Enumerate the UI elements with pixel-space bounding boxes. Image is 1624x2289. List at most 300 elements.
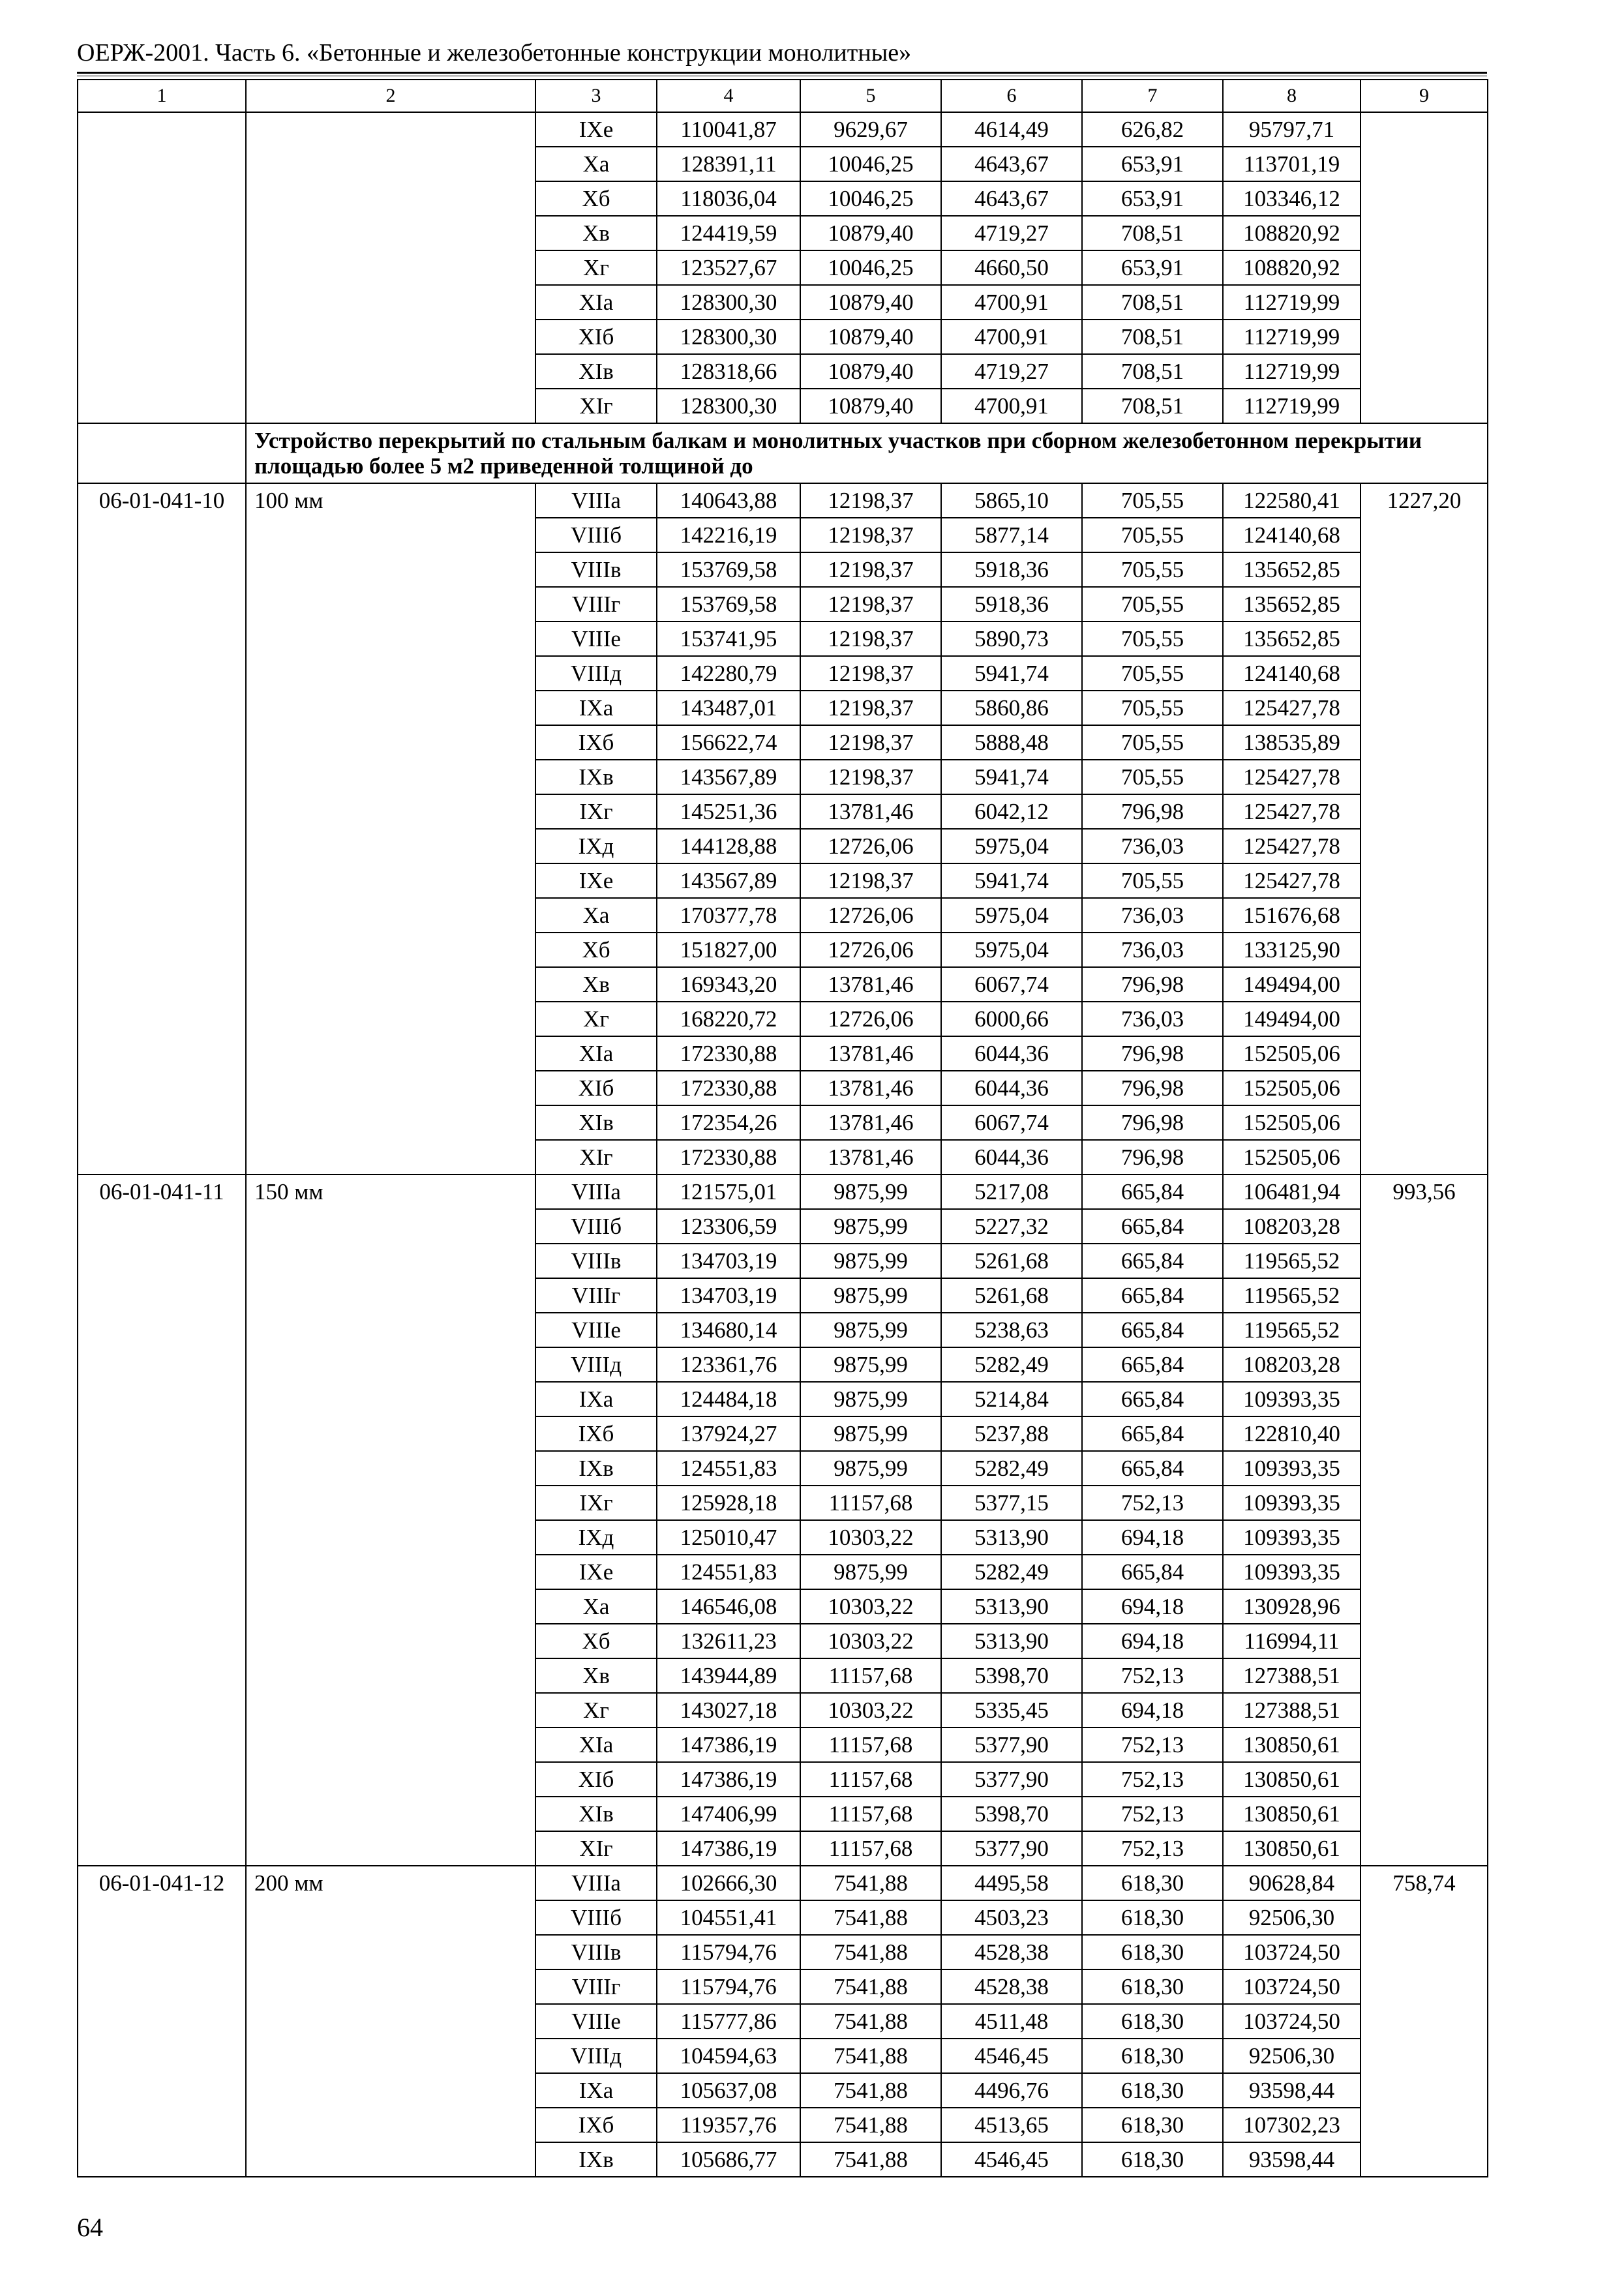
value-cell: 618,30 xyxy=(1082,2004,1223,2039)
table-row xyxy=(78,483,1488,518)
value-cell: 12198,37 xyxy=(800,518,941,552)
value-cell: 124419,59 xyxy=(657,216,800,250)
value-cell: 125427,78 xyxy=(1223,760,1361,794)
value-cell: 6067,74 xyxy=(941,967,1082,1002)
value-cell: 708,51 xyxy=(1082,320,1223,354)
value-cell: 7541,88 xyxy=(800,1969,941,2004)
value-cell: 108203,28 xyxy=(1223,1347,1361,1382)
zone-cell: VIIIе xyxy=(535,2004,657,2039)
zone-cell: XIв xyxy=(535,1105,657,1140)
value-cell: 10879,40 xyxy=(800,285,941,320)
value-cell: 13781,46 xyxy=(800,1071,941,1105)
value-cell: 4511,48 xyxy=(941,2004,1082,2039)
value-cell: 796,98 xyxy=(1082,1071,1223,1105)
value-cell: 95797,71 xyxy=(1223,112,1361,147)
price-table-container xyxy=(77,79,1487,2177)
value-cell: 12198,37 xyxy=(800,725,941,760)
value-cell: 705,55 xyxy=(1082,621,1223,656)
value-cell: 128391,11 xyxy=(657,147,800,181)
value-cell: 109393,35 xyxy=(1223,1486,1361,1520)
value-cell: 7541,88 xyxy=(800,2073,941,2108)
value-cell: 4496,76 xyxy=(941,2073,1082,2108)
price-table xyxy=(77,79,1488,2177)
page-number: 64 xyxy=(77,2213,103,2242)
page-header: ОЕРЖ-2001. Часть 6. «Бетонные и железобетонные конструкции монолитные» xyxy=(77,39,912,67)
zone-cell: IXа xyxy=(535,1382,657,1416)
zone-cell: VIIIб xyxy=(535,1209,657,1244)
value-cell: 5918,36 xyxy=(941,587,1082,621)
column-number-cell: 1 xyxy=(78,80,246,112)
value-cell: 144128,88 xyxy=(657,829,800,863)
zone-cell: Xг xyxy=(535,1693,657,1728)
value-cell: 119565,52 xyxy=(1223,1278,1361,1313)
value-cell: 124551,83 xyxy=(657,1555,800,1589)
value-cell: 11157,68 xyxy=(800,1486,941,1520)
zone-cell: IXв xyxy=(535,1451,657,1486)
value-cell: 708,51 xyxy=(1082,216,1223,250)
value-cell: 109393,35 xyxy=(1223,1520,1361,1555)
zone-cell: IXб xyxy=(535,1416,657,1451)
value-cell: 134703,19 xyxy=(657,1244,800,1278)
zone-cell: VIIIе xyxy=(535,1313,657,1347)
table-row xyxy=(78,112,1488,147)
value-cell: 134680,14 xyxy=(657,1313,800,1347)
value-cell: 156622,74 xyxy=(657,725,800,760)
value-cell: 752,13 xyxy=(1082,1486,1223,1520)
zone-cell: VIIIг xyxy=(535,587,657,621)
section-title-blank-cell xyxy=(78,423,246,483)
value-cell: 113701,19 xyxy=(1223,147,1361,181)
value-cell: 108820,92 xyxy=(1223,250,1361,285)
value-cell: 124484,18 xyxy=(657,1382,800,1416)
value-cell: 132611,23 xyxy=(657,1624,800,1658)
value-cell: 705,55 xyxy=(1082,760,1223,794)
value-cell: 5975,04 xyxy=(941,933,1082,967)
value-cell: 116994,11 xyxy=(1223,1624,1361,1658)
value-cell: 752,13 xyxy=(1082,1658,1223,1693)
value-cell: 149494,00 xyxy=(1223,967,1361,1002)
value-cell: 665,84 xyxy=(1082,1313,1223,1347)
zone-cell: VIIIа xyxy=(535,1866,657,1900)
zone-cell: VIIIд xyxy=(535,656,657,691)
value-cell: 143027,18 xyxy=(657,1693,800,1728)
value-cell: 752,13 xyxy=(1082,1762,1223,1797)
value-cell: 752,13 xyxy=(1082,1797,1223,1831)
value-cell: 618,30 xyxy=(1082,2039,1223,2073)
value-cell: 172330,88 xyxy=(657,1036,800,1071)
zone-cell: Xа xyxy=(535,898,657,933)
value-cell: 147386,19 xyxy=(657,1762,800,1797)
value-cell: 130850,61 xyxy=(1223,1728,1361,1762)
value-cell: 9875,99 xyxy=(800,1555,941,1589)
value-cell: 103346,12 xyxy=(1223,181,1361,216)
value-cell: 123306,59 xyxy=(657,1209,800,1244)
value-cell: 115794,76 xyxy=(657,1969,800,2004)
value-cell: 152505,06 xyxy=(1223,1140,1361,1174)
zone-cell: VIIIв xyxy=(535,1935,657,1969)
value-cell: 130928,96 xyxy=(1223,1589,1361,1624)
value-cell: 169343,20 xyxy=(657,967,800,1002)
value-cell: 4719,27 xyxy=(941,216,1082,250)
zone-cell: XIа xyxy=(535,285,657,320)
value-cell: 124140,68 xyxy=(1223,656,1361,691)
value-cell: 11157,68 xyxy=(800,1797,941,1831)
value-cell: 125427,78 xyxy=(1223,691,1361,725)
code-cell xyxy=(78,112,246,423)
value-cell: 11157,68 xyxy=(800,1658,941,1693)
value-cell: 5282,49 xyxy=(941,1347,1082,1382)
value-cell: 138535,89 xyxy=(1223,725,1361,760)
value-cell: 10046,25 xyxy=(800,181,941,216)
value-cell: 5865,10 xyxy=(941,483,1082,518)
value-cell: 110041,87 xyxy=(657,112,800,147)
value-cell: 4660,50 xyxy=(941,250,1082,285)
value-cell: 6044,36 xyxy=(941,1140,1082,1174)
value-cell: 12726,06 xyxy=(800,1002,941,1036)
column-number-cell: 2 xyxy=(246,80,535,112)
value-cell: 9875,99 xyxy=(800,1382,941,1416)
value-cell: 11157,68 xyxy=(800,1762,941,1797)
value-cell: 142280,79 xyxy=(657,656,800,691)
value-cell: 7541,88 xyxy=(800,2004,941,2039)
value-cell: 694,18 xyxy=(1082,1520,1223,1555)
value-cell: 708,51 xyxy=(1082,354,1223,389)
zone-cell: VIIIа xyxy=(535,483,657,518)
value-cell: 12726,06 xyxy=(800,898,941,933)
zone-cell: Xг xyxy=(535,250,657,285)
value-cell: 708,51 xyxy=(1082,285,1223,320)
value-cell: 122810,40 xyxy=(1223,1416,1361,1451)
value-cell: 11157,68 xyxy=(800,1831,941,1866)
value-cell: 170377,78 xyxy=(657,898,800,933)
value-cell: 125427,78 xyxy=(1223,863,1361,898)
value-cell: 705,55 xyxy=(1082,587,1223,621)
value-cell: 5261,68 xyxy=(941,1244,1082,1278)
value-cell: 9875,99 xyxy=(800,1174,941,1209)
value-cell: 118036,04 xyxy=(657,181,800,216)
value-cell: 10303,22 xyxy=(800,1589,941,1624)
value-cell: 127388,51 xyxy=(1223,1693,1361,1728)
value-cell: 5313,90 xyxy=(941,1624,1082,1658)
value-cell: 112719,99 xyxy=(1223,285,1361,320)
zone-cell: IXд xyxy=(535,829,657,863)
value-cell: 128318,66 xyxy=(657,354,800,389)
value-cell: 653,91 xyxy=(1082,147,1223,181)
zone-cell: VIIIе xyxy=(535,621,657,656)
zone-cell: Xв xyxy=(535,1658,657,1693)
value-cell: 152505,06 xyxy=(1223,1105,1361,1140)
value-cell: 115794,76 xyxy=(657,1935,800,1969)
value-cell: 653,91 xyxy=(1082,181,1223,216)
value-cell: 13781,46 xyxy=(800,967,941,1002)
value-cell: 796,98 xyxy=(1082,794,1223,829)
value-cell: 705,55 xyxy=(1082,691,1223,725)
value-cell: 9875,99 xyxy=(800,1313,941,1347)
value-cell: 149494,00 xyxy=(1223,1002,1361,1036)
value-cell: 5888,48 xyxy=(941,725,1082,760)
value-cell: 128300,30 xyxy=(657,320,800,354)
col9-cell xyxy=(1361,112,1488,423)
zone-cell: XIв xyxy=(535,1797,657,1831)
value-cell: 11157,68 xyxy=(800,1728,941,1762)
column-number-cell: 9 xyxy=(1361,80,1488,112)
value-cell: 130850,61 xyxy=(1223,1831,1361,1866)
value-cell: 121575,01 xyxy=(657,1174,800,1209)
value-cell: 125928,18 xyxy=(657,1486,800,1520)
value-cell: 119565,52 xyxy=(1223,1313,1361,1347)
zone-cell: IXв xyxy=(535,2142,657,2177)
zone-cell: IXб xyxy=(535,725,657,760)
section-title: Устройство перекрытий по стальным балкам и монолитных участков при сборном железобетонном перекрытии площадью более 5 м2 приведенной толщиной до xyxy=(246,423,1488,483)
value-cell: 107302,23 xyxy=(1223,2108,1361,2142)
value-cell: 4503,23 xyxy=(941,1900,1082,1935)
value-cell: 618,30 xyxy=(1082,1935,1223,1969)
value-cell: 90628,84 xyxy=(1223,1866,1361,1900)
value-cell: 172330,88 xyxy=(657,1071,800,1105)
value-cell: 133125,90 xyxy=(1223,933,1361,967)
value-cell: 143567,89 xyxy=(657,863,800,898)
zone-cell: VIIIв xyxy=(535,552,657,587)
column-number-cell: 8 xyxy=(1223,80,1361,112)
zone-cell: IXе xyxy=(535,863,657,898)
value-cell: 665,84 xyxy=(1082,1416,1223,1451)
value-cell: 708,51 xyxy=(1082,389,1223,423)
column-number-cell: 3 xyxy=(535,80,657,112)
value-cell: 128300,30 xyxy=(657,389,800,423)
value-cell: 665,84 xyxy=(1082,1244,1223,1278)
value-cell: 5941,74 xyxy=(941,760,1082,794)
zone-cell: XIб xyxy=(535,320,657,354)
value-cell: 143487,01 xyxy=(657,691,800,725)
value-cell: 7541,88 xyxy=(800,2108,941,2142)
value-cell: 705,55 xyxy=(1082,656,1223,691)
value-cell: 9875,99 xyxy=(800,1347,941,1382)
value-cell: 752,13 xyxy=(1082,1831,1223,1866)
value-cell: 5377,90 xyxy=(941,1762,1082,1797)
zone-cell: XIб xyxy=(535,1762,657,1797)
value-cell: 13781,46 xyxy=(800,1036,941,1071)
value-cell: 7541,88 xyxy=(800,2142,941,2177)
table-row xyxy=(78,1174,1488,1209)
value-cell: 5238,63 xyxy=(941,1313,1082,1347)
zone-cell: IXб xyxy=(535,2108,657,2142)
value-cell: 168220,72 xyxy=(657,1002,800,1036)
zone-cell: VIIIг xyxy=(535,1969,657,2004)
column-number-cell: 5 xyxy=(800,80,941,112)
zone-cell: VIIIг xyxy=(535,1278,657,1313)
item-col9-value: 758,74 xyxy=(1361,1866,1488,2177)
value-cell: 93598,44 xyxy=(1223,2142,1361,2177)
value-cell: 618,30 xyxy=(1082,1866,1223,1900)
value-cell: 12726,06 xyxy=(800,829,941,863)
value-cell: 109393,35 xyxy=(1223,1451,1361,1486)
value-cell: 147386,19 xyxy=(657,1728,800,1762)
value-cell: 5214,84 xyxy=(941,1382,1082,1416)
value-cell: 9875,99 xyxy=(800,1278,941,1313)
value-cell: 5377,15 xyxy=(941,1486,1082,1520)
zone-cell: IXа xyxy=(535,691,657,725)
value-cell: 4700,91 xyxy=(941,320,1082,354)
value-cell: 10303,22 xyxy=(800,1693,941,1728)
value-cell: 5377,90 xyxy=(941,1831,1082,1866)
value-cell: 124140,68 xyxy=(1223,518,1361,552)
value-cell: 5941,74 xyxy=(941,863,1082,898)
zone-cell: XIг xyxy=(535,389,657,423)
value-cell: 5975,04 xyxy=(941,898,1082,933)
value-cell: 5975,04 xyxy=(941,829,1082,863)
value-cell: 140643,88 xyxy=(657,483,800,518)
item-col9-value: 993,56 xyxy=(1361,1174,1488,1866)
value-cell: 618,30 xyxy=(1082,2108,1223,2142)
value-cell: 119565,52 xyxy=(1223,1244,1361,1278)
value-cell: 6044,36 xyxy=(941,1071,1082,1105)
zone-cell: XIг xyxy=(535,1140,657,1174)
value-cell: 653,91 xyxy=(1082,250,1223,285)
value-cell: 5398,70 xyxy=(941,1797,1082,1831)
value-cell: 123361,76 xyxy=(657,1347,800,1382)
value-cell: 125427,78 xyxy=(1223,829,1361,863)
value-cell: 13781,46 xyxy=(800,1105,941,1140)
value-cell: 12198,37 xyxy=(800,621,941,656)
zone-cell: Xа xyxy=(535,1589,657,1624)
value-cell: 106481,94 xyxy=(1223,1174,1361,1209)
value-cell: 145251,36 xyxy=(657,794,800,829)
value-cell: 5860,86 xyxy=(941,691,1082,725)
value-cell: 4546,45 xyxy=(941,2039,1082,2073)
value-cell: 127388,51 xyxy=(1223,1658,1361,1693)
section-title-row xyxy=(78,423,1488,483)
value-cell: 5217,08 xyxy=(941,1174,1082,1209)
value-cell: 109393,35 xyxy=(1223,1382,1361,1416)
value-cell: 152505,06 xyxy=(1223,1071,1361,1105)
value-cell: 10303,22 xyxy=(800,1520,941,1555)
value-cell: 153741,95 xyxy=(657,621,800,656)
value-cell: 137924,27 xyxy=(657,1416,800,1451)
zone-cell: IXд xyxy=(535,1520,657,1555)
value-cell: 7541,88 xyxy=(800,1900,941,1935)
item-name: 150 мм xyxy=(246,1174,535,1866)
value-cell: 705,55 xyxy=(1082,552,1223,587)
value-cell: 665,84 xyxy=(1082,1555,1223,1589)
value-cell: 12198,37 xyxy=(800,587,941,621)
value-cell: 665,84 xyxy=(1082,1347,1223,1382)
value-cell: 10879,40 xyxy=(800,354,941,389)
value-cell: 12198,37 xyxy=(800,552,941,587)
value-cell: 105686,77 xyxy=(657,2142,800,2177)
value-cell: 5877,14 xyxy=(941,518,1082,552)
zone-cell: IXе xyxy=(535,1555,657,1589)
item-name: 200 мм xyxy=(246,1866,535,2177)
zone-cell: Xг xyxy=(535,1002,657,1036)
value-cell: 5237,88 xyxy=(941,1416,1082,1451)
value-cell: 796,98 xyxy=(1082,1105,1223,1140)
value-cell: 108203,28 xyxy=(1223,1209,1361,1244)
header-rule xyxy=(77,72,1487,74)
value-cell: 736,03 xyxy=(1082,829,1223,863)
value-cell: 665,84 xyxy=(1082,1209,1223,1244)
value-cell: 4528,38 xyxy=(941,1969,1082,2004)
value-cell: 5941,74 xyxy=(941,656,1082,691)
item-col9-value: 1227,20 xyxy=(1361,483,1488,1174)
value-cell: 103724,50 xyxy=(1223,1935,1361,1969)
value-cell: 104551,41 xyxy=(657,1900,800,1935)
value-cell: 12198,37 xyxy=(800,483,941,518)
value-cell: 7541,88 xyxy=(800,1935,941,1969)
value-cell: 5313,90 xyxy=(941,1589,1082,1624)
value-cell: 9875,99 xyxy=(800,1416,941,1451)
value-cell: 4528,38 xyxy=(941,1935,1082,1969)
column-number-row xyxy=(78,80,1488,112)
value-cell: 125010,47 xyxy=(657,1520,800,1555)
zone-cell: VIIIд xyxy=(535,1347,657,1382)
value-cell: 112719,99 xyxy=(1223,354,1361,389)
zone-cell: Xб xyxy=(535,933,657,967)
zone-cell: VIIIв xyxy=(535,1244,657,1278)
value-cell: 10879,40 xyxy=(800,320,941,354)
zone-cell: Xб xyxy=(535,181,657,216)
value-cell: 4546,45 xyxy=(941,2142,1082,2177)
value-cell: 105637,08 xyxy=(657,2073,800,2108)
value-cell: 147386,19 xyxy=(657,1831,800,1866)
value-cell: 135652,85 xyxy=(1223,621,1361,656)
value-cell: 10879,40 xyxy=(800,389,941,423)
column-number-cell: 4 xyxy=(657,80,800,112)
value-cell: 665,84 xyxy=(1082,1174,1223,1209)
value-cell: 7541,88 xyxy=(800,1866,941,1900)
value-cell: 4513,65 xyxy=(941,2108,1082,2142)
value-cell: 9875,99 xyxy=(800,1209,941,1244)
value-cell: 665,84 xyxy=(1082,1278,1223,1313)
value-cell: 143567,89 xyxy=(657,760,800,794)
value-cell: 115777,86 xyxy=(657,2004,800,2039)
value-cell: 172354,26 xyxy=(657,1105,800,1140)
value-cell: 5227,32 xyxy=(941,1209,1082,1244)
value-cell: 122580,41 xyxy=(1223,483,1361,518)
value-cell: 12198,37 xyxy=(800,691,941,725)
value-cell: 4643,67 xyxy=(941,181,1082,216)
value-cell: 92506,30 xyxy=(1223,1900,1361,1935)
value-cell: 5282,49 xyxy=(941,1451,1082,1486)
value-cell: 796,98 xyxy=(1082,1036,1223,1071)
value-cell: 10879,40 xyxy=(800,216,941,250)
column-number-cell: 7 xyxy=(1082,80,1223,112)
value-cell: 5398,70 xyxy=(941,1658,1082,1693)
zone-cell: XIг xyxy=(535,1831,657,1866)
zone-cell: IXв xyxy=(535,760,657,794)
value-cell: 102666,30 xyxy=(657,1866,800,1900)
item-code: 06-01-041-12 xyxy=(78,1866,246,2177)
value-cell: 736,03 xyxy=(1082,933,1223,967)
value-cell: 12726,06 xyxy=(800,933,941,967)
value-cell: 705,55 xyxy=(1082,518,1223,552)
value-cell: 5377,90 xyxy=(941,1728,1082,1762)
zone-cell: XIб xyxy=(535,1071,657,1105)
value-cell: 4495,58 xyxy=(941,1866,1082,1900)
value-cell: 12198,37 xyxy=(800,760,941,794)
name-cell xyxy=(246,112,535,423)
item-code: 06-01-041-10 xyxy=(78,483,246,1174)
zone-cell: IXг xyxy=(535,794,657,829)
zone-cell: IXг xyxy=(535,1486,657,1520)
value-cell: 10303,22 xyxy=(800,1624,941,1658)
value-cell: 4700,91 xyxy=(941,285,1082,320)
value-cell: 4700,91 xyxy=(941,389,1082,423)
value-cell: 6044,36 xyxy=(941,1036,1082,1071)
value-cell: 130850,61 xyxy=(1223,1797,1361,1831)
zone-cell: Xа xyxy=(535,147,657,181)
value-cell: 5313,90 xyxy=(941,1520,1082,1555)
value-cell: 112719,99 xyxy=(1223,320,1361,354)
